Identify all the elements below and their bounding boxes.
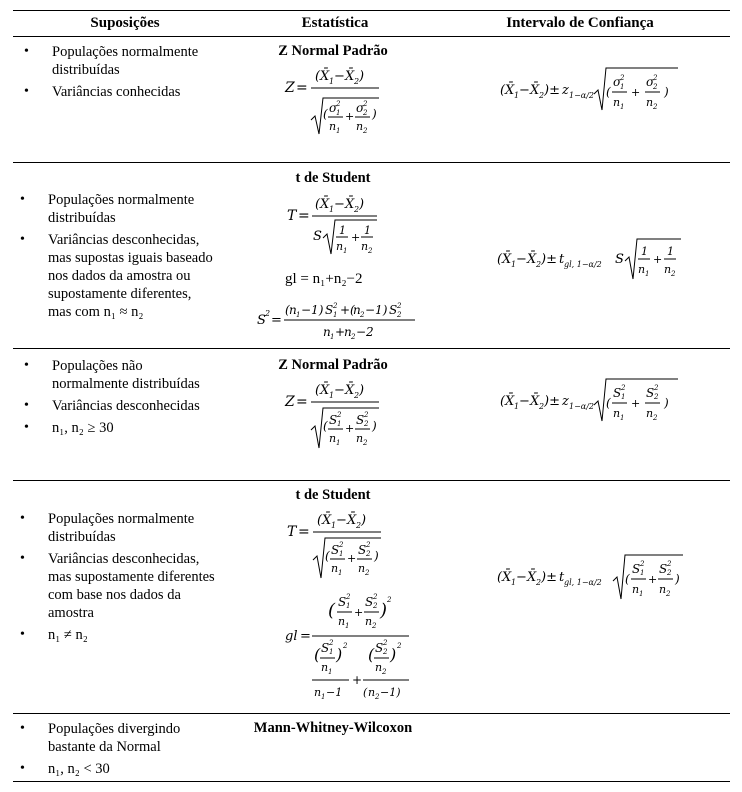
- svg-text:(: (: [323, 107, 328, 121]
- svg-text:X̄: X̄: [505, 83, 515, 98]
- svg-text:2: 2: [397, 311, 402, 319]
- svg-text:S: S: [375, 641, 384, 655]
- svg-text:2: 2: [337, 411, 342, 419]
- svg-text:S: S: [321, 641, 330, 655]
- svg-text:2: 2: [354, 205, 360, 214]
- table-top-rule: [13, 10, 730, 11]
- list-item: • n₁ ≠ n₂: [48, 626, 218, 644]
- svg-text:n: n: [289, 303, 297, 317]
- svg-text:+: +: [631, 86, 641, 99]
- svg-text:n: n: [646, 96, 654, 109]
- header-assumptions: Suposições: [90, 15, 160, 31]
- svg-text:n: n: [336, 240, 344, 253]
- svg-text:2: 2: [346, 593, 351, 601]
- svg-text:+: +: [345, 422, 355, 435]
- svg-text:1: 1: [364, 224, 371, 237]
- svg-text:n: n: [632, 583, 640, 596]
- svg-text:1: 1: [620, 414, 625, 422]
- svg-text:X̄: X̄: [527, 570, 537, 585]
- svg-text:n: n: [338, 615, 346, 628]
- svg-text:): ): [664, 85, 669, 99]
- svg-text:): ): [374, 549, 379, 563]
- svg-text:+: +: [631, 397, 641, 410]
- svg-text:1: 1: [338, 569, 343, 577]
- svg-text:X̄: X̄: [527, 252, 537, 267]
- svg-text:n: n: [356, 120, 364, 133]
- svg-text:+: +: [347, 552, 357, 565]
- svg-text:=: =: [271, 313, 282, 328]
- svg-text:2: 2: [539, 91, 545, 100]
- svg-text:−1: −1: [326, 686, 343, 699]
- svg-text:2: 2: [373, 593, 378, 601]
- svg-text:S: S: [389, 303, 398, 317]
- list-item: • Variâncias desconhecidas, mas supostamente diferentes com base nos dados da amostra: [48, 550, 218, 622]
- svg-text:1: 1: [511, 260, 517, 269]
- row2-assumptions: [48, 191, 218, 325]
- list-item: • n₁, n₂ < 30: [48, 760, 218, 778]
- svg-text:σ: σ: [646, 75, 655, 89]
- svg-text:(: (: [315, 383, 321, 398]
- row1-stat-title: Z Normal Padrão: [278, 43, 388, 59]
- row3-stat-title: Z Normal Padrão: [278, 357, 388, 373]
- svg-text:2: 2: [620, 74, 625, 82]
- svg-text:)±: )±: [544, 394, 560, 409]
- svg-text:−: −: [334, 383, 345, 398]
- svg-text:−: −: [516, 570, 527, 585]
- svg-text:(: (: [500, 83, 506, 98]
- svg-text:): ): [359, 197, 365, 212]
- svg-text:n: n: [664, 263, 672, 276]
- svg-text:X̄: X̄: [320, 197, 330, 212]
- list-item: • Populações não normalmente distribuídas: [52, 357, 222, 393]
- svg-text:(: (: [606, 85, 611, 99]
- svg-text:n: n: [365, 615, 373, 628]
- svg-text:(: (: [323, 419, 328, 433]
- svg-text:2: 2: [653, 83, 658, 91]
- svg-text:1: 1: [345, 622, 350, 630]
- svg-text:−: −: [519, 394, 530, 409]
- header-confidence-interval: Intervalo de Confiança: [506, 15, 654, 31]
- svg-text:2: 2: [356, 521, 362, 530]
- row5-assumptions: [48, 720, 218, 782]
- svg-text:2: 2: [536, 260, 542, 269]
- row5-stat-title: Mann-Whitney-Wilcoxon: [253, 720, 413, 736]
- list-item: • Populações divergindo bastante da Normal: [48, 720, 218, 756]
- row2-s2-formula: [255, 296, 425, 344]
- svg-text:+(: +(: [340, 303, 355, 317]
- svg-text:Z: Z: [285, 394, 295, 410]
- svg-text:2: 2: [363, 127, 368, 135]
- row1-ci-formula: [500, 66, 690, 116]
- svg-text:1: 1: [296, 311, 301, 319]
- svg-text:2: 2: [387, 596, 392, 604]
- svg-text:1: 1: [645, 270, 650, 278]
- svg-text:X̄: X̄: [345, 383, 355, 398]
- svg-text:2: 2: [653, 74, 658, 82]
- svg-text:X̄: X̄: [320, 383, 330, 398]
- svg-text:n: n: [331, 562, 339, 575]
- svg-text:−: −: [334, 197, 345, 212]
- svg-text:+: +: [351, 231, 361, 244]
- svg-text:): ): [336, 645, 343, 664]
- svg-text:gl, 1−α/2: gl, 1−α/2: [564, 578, 602, 587]
- list-item: • n₁, n₂ ≥ 30: [52, 419, 222, 437]
- row3-z-formula: [283, 376, 393, 454]
- svg-text:X̄: X̄: [345, 197, 355, 212]
- svg-text:S: S: [356, 413, 365, 427]
- svg-text:1: 1: [336, 439, 341, 447]
- svg-text:n: n: [361, 240, 369, 253]
- svg-text:2: 2: [667, 569, 672, 577]
- svg-text:(: (: [368, 645, 375, 664]
- svg-text:): ): [380, 600, 388, 621]
- svg-text:1: 1: [514, 402, 520, 411]
- row4-ci-formula: [497, 551, 687, 603]
- row-rule-1: [13, 162, 730, 163]
- svg-text:=: =: [296, 80, 308, 96]
- svg-text:−1): −1): [380, 686, 401, 699]
- row2-t-formula: [285, 190, 385, 260]
- svg-text:1: 1: [329, 77, 335, 86]
- svg-text:2: 2: [653, 414, 658, 422]
- svg-text:): ): [664, 396, 669, 410]
- row4-gl-formula: [283, 588, 418, 708]
- list-item: • Variâncias desconhecidas, mas supostas iguais baseado nos dados da amostra ou supostamente diferentes, mas com n₁ ≈ n₂: [48, 231, 218, 321]
- row3-ci-formula: [500, 377, 690, 427]
- svg-text:(: (: [497, 570, 503, 585]
- svg-text:+: +: [352, 673, 363, 687]
- list-item: • Populações normalmente distribuídas: [52, 43, 222, 79]
- svg-text:=: =: [300, 629, 311, 644]
- svg-text:2: 2: [536, 578, 542, 587]
- row1-z-formula: [283, 62, 393, 140]
- row4-assumptions: [48, 510, 218, 648]
- svg-text:1: 1: [328, 668, 333, 676]
- svg-text:(: (: [325, 549, 330, 563]
- header-statistic: Estatística: [301, 15, 369, 31]
- svg-text:2: 2: [366, 550, 371, 558]
- list-item: • Variâncias conhecidas: [52, 83, 222, 101]
- svg-text:): ): [390, 645, 397, 664]
- svg-text:(: (: [363, 686, 368, 699]
- svg-text:2: 2: [666, 590, 671, 598]
- svg-text:2: 2: [671, 270, 676, 278]
- svg-text:+: +: [648, 573, 658, 586]
- svg-text:2: 2: [351, 333, 356, 341]
- svg-text:X̄: X̄: [345, 69, 355, 84]
- svg-text:(: (: [315, 197, 321, 212]
- svg-text:n: n: [329, 120, 337, 133]
- svg-text:2: 2: [339, 541, 344, 549]
- svg-text:): ): [675, 572, 680, 586]
- svg-text:2: 2: [654, 384, 659, 392]
- svg-text:−: −: [334, 69, 345, 84]
- svg-text:σ: σ: [613, 75, 622, 89]
- svg-text:2: 2: [375, 693, 380, 701]
- svg-text:1: 1: [620, 83, 625, 91]
- svg-text:+: +: [345, 110, 355, 123]
- svg-text:n: n: [368, 686, 376, 699]
- svg-text:X̄: X̄: [502, 252, 512, 267]
- svg-text:1: 1: [346, 602, 351, 610]
- svg-text:X̄: X̄: [322, 513, 332, 528]
- svg-text:1: 1: [640, 569, 645, 577]
- row-rule-3: [13, 480, 730, 481]
- svg-text:2: 2: [621, 384, 626, 392]
- svg-text:−1): −1): [301, 303, 324, 317]
- svg-text:n: n: [613, 407, 621, 420]
- svg-text:n: n: [659, 583, 667, 596]
- svg-text:1: 1: [339, 550, 344, 558]
- svg-text:2: 2: [265, 309, 271, 318]
- svg-text:S: S: [358, 543, 367, 557]
- svg-text:n: n: [314, 686, 322, 699]
- svg-text:(: (: [285, 303, 290, 317]
- svg-text:): ): [361, 513, 367, 528]
- svg-text:)±: )±: [541, 570, 557, 585]
- svg-text:+: +: [653, 253, 663, 266]
- svg-text:z: z: [562, 394, 569, 409]
- svg-text:): ): [372, 107, 377, 121]
- list-item: • Variâncias desconhecidas: [52, 397, 222, 415]
- svg-text:1: 1: [329, 391, 335, 400]
- svg-text:2: 2: [383, 648, 388, 656]
- svg-text:1: 1: [329, 648, 334, 656]
- svg-text:Z: Z: [285, 80, 295, 96]
- svg-text:2: 2: [329, 639, 334, 647]
- svg-text:2: 2: [343, 642, 348, 650]
- svg-text:): ): [372, 419, 377, 433]
- svg-text:S: S: [338, 595, 347, 609]
- svg-text:)±: )±: [544, 83, 560, 98]
- svg-text:n: n: [323, 325, 331, 339]
- svg-text:S: S: [365, 595, 374, 609]
- svg-text:(: (: [314, 645, 321, 664]
- svg-text:2: 2: [364, 420, 369, 428]
- svg-text:n: n: [321, 661, 329, 674]
- svg-text:(: (: [497, 252, 503, 267]
- svg-text:2: 2: [363, 100, 368, 108]
- row2-ci-formula: [497, 235, 687, 285]
- svg-text:(: (: [500, 394, 506, 409]
- svg-text:S: S: [613, 386, 622, 400]
- svg-text:S: S: [257, 313, 266, 328]
- svg-text:(: (: [317, 513, 323, 528]
- svg-text:S: S: [646, 386, 655, 400]
- row-rule-4: [13, 713, 730, 714]
- svg-text:gl: gl: [285, 629, 298, 644]
- svg-text:2: 2: [640, 560, 645, 568]
- svg-text:S: S: [615, 252, 624, 267]
- svg-text:(: (: [625, 572, 630, 586]
- svg-text:X̄: X̄: [347, 513, 357, 528]
- svg-text:1: 1: [667, 245, 674, 258]
- svg-text:1: 1: [511, 578, 517, 587]
- svg-text:−: −: [336, 513, 347, 528]
- svg-text:+: +: [335, 325, 346, 339]
- svg-text:σ: σ: [356, 101, 365, 115]
- svg-text:+: +: [354, 606, 364, 619]
- svg-text:1: 1: [336, 109, 341, 117]
- svg-text:X̄: X̄: [505, 394, 515, 409]
- svg-text:2: 2: [373, 602, 378, 610]
- svg-text:2: 2: [366, 541, 371, 549]
- svg-text:S: S: [329, 413, 338, 427]
- svg-text:2: 2: [363, 109, 368, 117]
- svg-text:2: 2: [654, 393, 659, 401]
- svg-text:2: 2: [364, 411, 369, 419]
- svg-text:2: 2: [372, 622, 377, 630]
- row4-stat-title: t de Student: [295, 487, 371, 503]
- svg-text:1: 1: [330, 333, 335, 341]
- svg-text:): ): [359, 69, 365, 84]
- svg-text:1: 1: [337, 420, 342, 428]
- svg-text:z: z: [562, 83, 569, 98]
- svg-text:2: 2: [382, 668, 387, 676]
- svg-text:=: =: [298, 208, 310, 224]
- svg-text:2: 2: [653, 103, 658, 111]
- svg-text:1: 1: [641, 245, 648, 258]
- svg-text:n: n: [344, 325, 352, 339]
- svg-text:1: 1: [620, 103, 625, 111]
- svg-text:1: 1: [339, 224, 346, 237]
- svg-text:)±: )±: [541, 252, 557, 267]
- svg-text:): ): [359, 383, 365, 398]
- svg-text:1: 1: [621, 393, 626, 401]
- svg-text:n: n: [358, 562, 366, 575]
- svg-text:T: T: [287, 524, 297, 540]
- svg-text:2: 2: [383, 639, 388, 647]
- svg-text:σ: σ: [329, 101, 338, 115]
- svg-text:n: n: [613, 96, 621, 109]
- svg-text:n: n: [356, 432, 364, 445]
- svg-text:(: (: [315, 69, 321, 84]
- svg-text:1: 1: [333, 311, 338, 319]
- svg-text:n: n: [353, 303, 361, 317]
- row4-t-formula: [285, 506, 395, 584]
- svg-text:X̄: X̄: [320, 69, 330, 84]
- svg-text:1: 1: [331, 521, 337, 530]
- svg-text:1−α/2: 1−α/2: [569, 91, 594, 100]
- svg-text:T: T: [287, 208, 297, 224]
- svg-text:2: 2: [397, 302, 402, 310]
- row2-stat-title: t de Student: [295, 170, 371, 186]
- svg-text:t: t: [559, 570, 565, 585]
- svg-text:1: 1: [343, 247, 348, 255]
- svg-text:n: n: [638, 263, 646, 276]
- svg-text:X̄: X̄: [530, 83, 540, 98]
- svg-text:=: =: [296, 394, 308, 410]
- svg-text:S: S: [331, 543, 340, 557]
- svg-text:S: S: [659, 562, 668, 576]
- svg-text:2: 2: [336, 100, 341, 108]
- svg-text:X̄: X̄: [502, 570, 512, 585]
- svg-text:(: (: [606, 396, 611, 410]
- list-item: • Populações normalmente distribuídas: [48, 191, 218, 227]
- svg-text:1: 1: [336, 127, 341, 135]
- svg-text:1: 1: [321, 693, 326, 701]
- row2-gl-formula: gl = n₁+n₂−2: [285, 271, 363, 287]
- svg-text:n: n: [375, 661, 383, 674]
- svg-text:2: 2: [354, 391, 360, 400]
- svg-text:gl, 1−α/2: gl, 1−α/2: [564, 260, 602, 269]
- svg-text:1: 1: [329, 205, 335, 214]
- svg-text:2: 2: [539, 402, 545, 411]
- list-item: • Populações normalmente distribuídas: [48, 510, 218, 546]
- svg-text:X̄: X̄: [530, 394, 540, 409]
- svg-text:−: −: [516, 252, 527, 267]
- svg-text:2: 2: [360, 311, 365, 319]
- svg-text:2: 2: [354, 77, 360, 86]
- svg-text:=: =: [298, 524, 310, 540]
- row1-assumptions: [52, 43, 222, 105]
- svg-text:−: −: [519, 83, 530, 98]
- svg-text:(: (: [328, 600, 336, 621]
- svg-text:−2: −2: [356, 325, 374, 339]
- svg-text:2: 2: [397, 642, 402, 650]
- svg-text:n: n: [329, 432, 337, 445]
- svg-text:−1): −1): [365, 303, 388, 317]
- svg-text:2: 2: [368, 247, 373, 255]
- svg-text:1: 1: [514, 91, 520, 100]
- svg-text:1−α/2: 1−α/2: [569, 402, 594, 411]
- svg-text:S: S: [313, 229, 322, 244]
- svg-text:S: S: [632, 562, 641, 576]
- svg-text:t: t: [559, 252, 565, 267]
- svg-text:2: 2: [333, 302, 338, 310]
- header-rule: [13, 36, 730, 37]
- row3-assumptions: [52, 357, 222, 441]
- svg-text:S: S: [325, 303, 334, 317]
- svg-text:1: 1: [639, 590, 644, 598]
- svg-text:2: 2: [363, 439, 368, 447]
- svg-text:2: 2: [667, 560, 672, 568]
- svg-text:2: 2: [365, 569, 370, 577]
- svg-text:n: n: [646, 407, 654, 420]
- row-rule-2: [13, 348, 730, 349]
